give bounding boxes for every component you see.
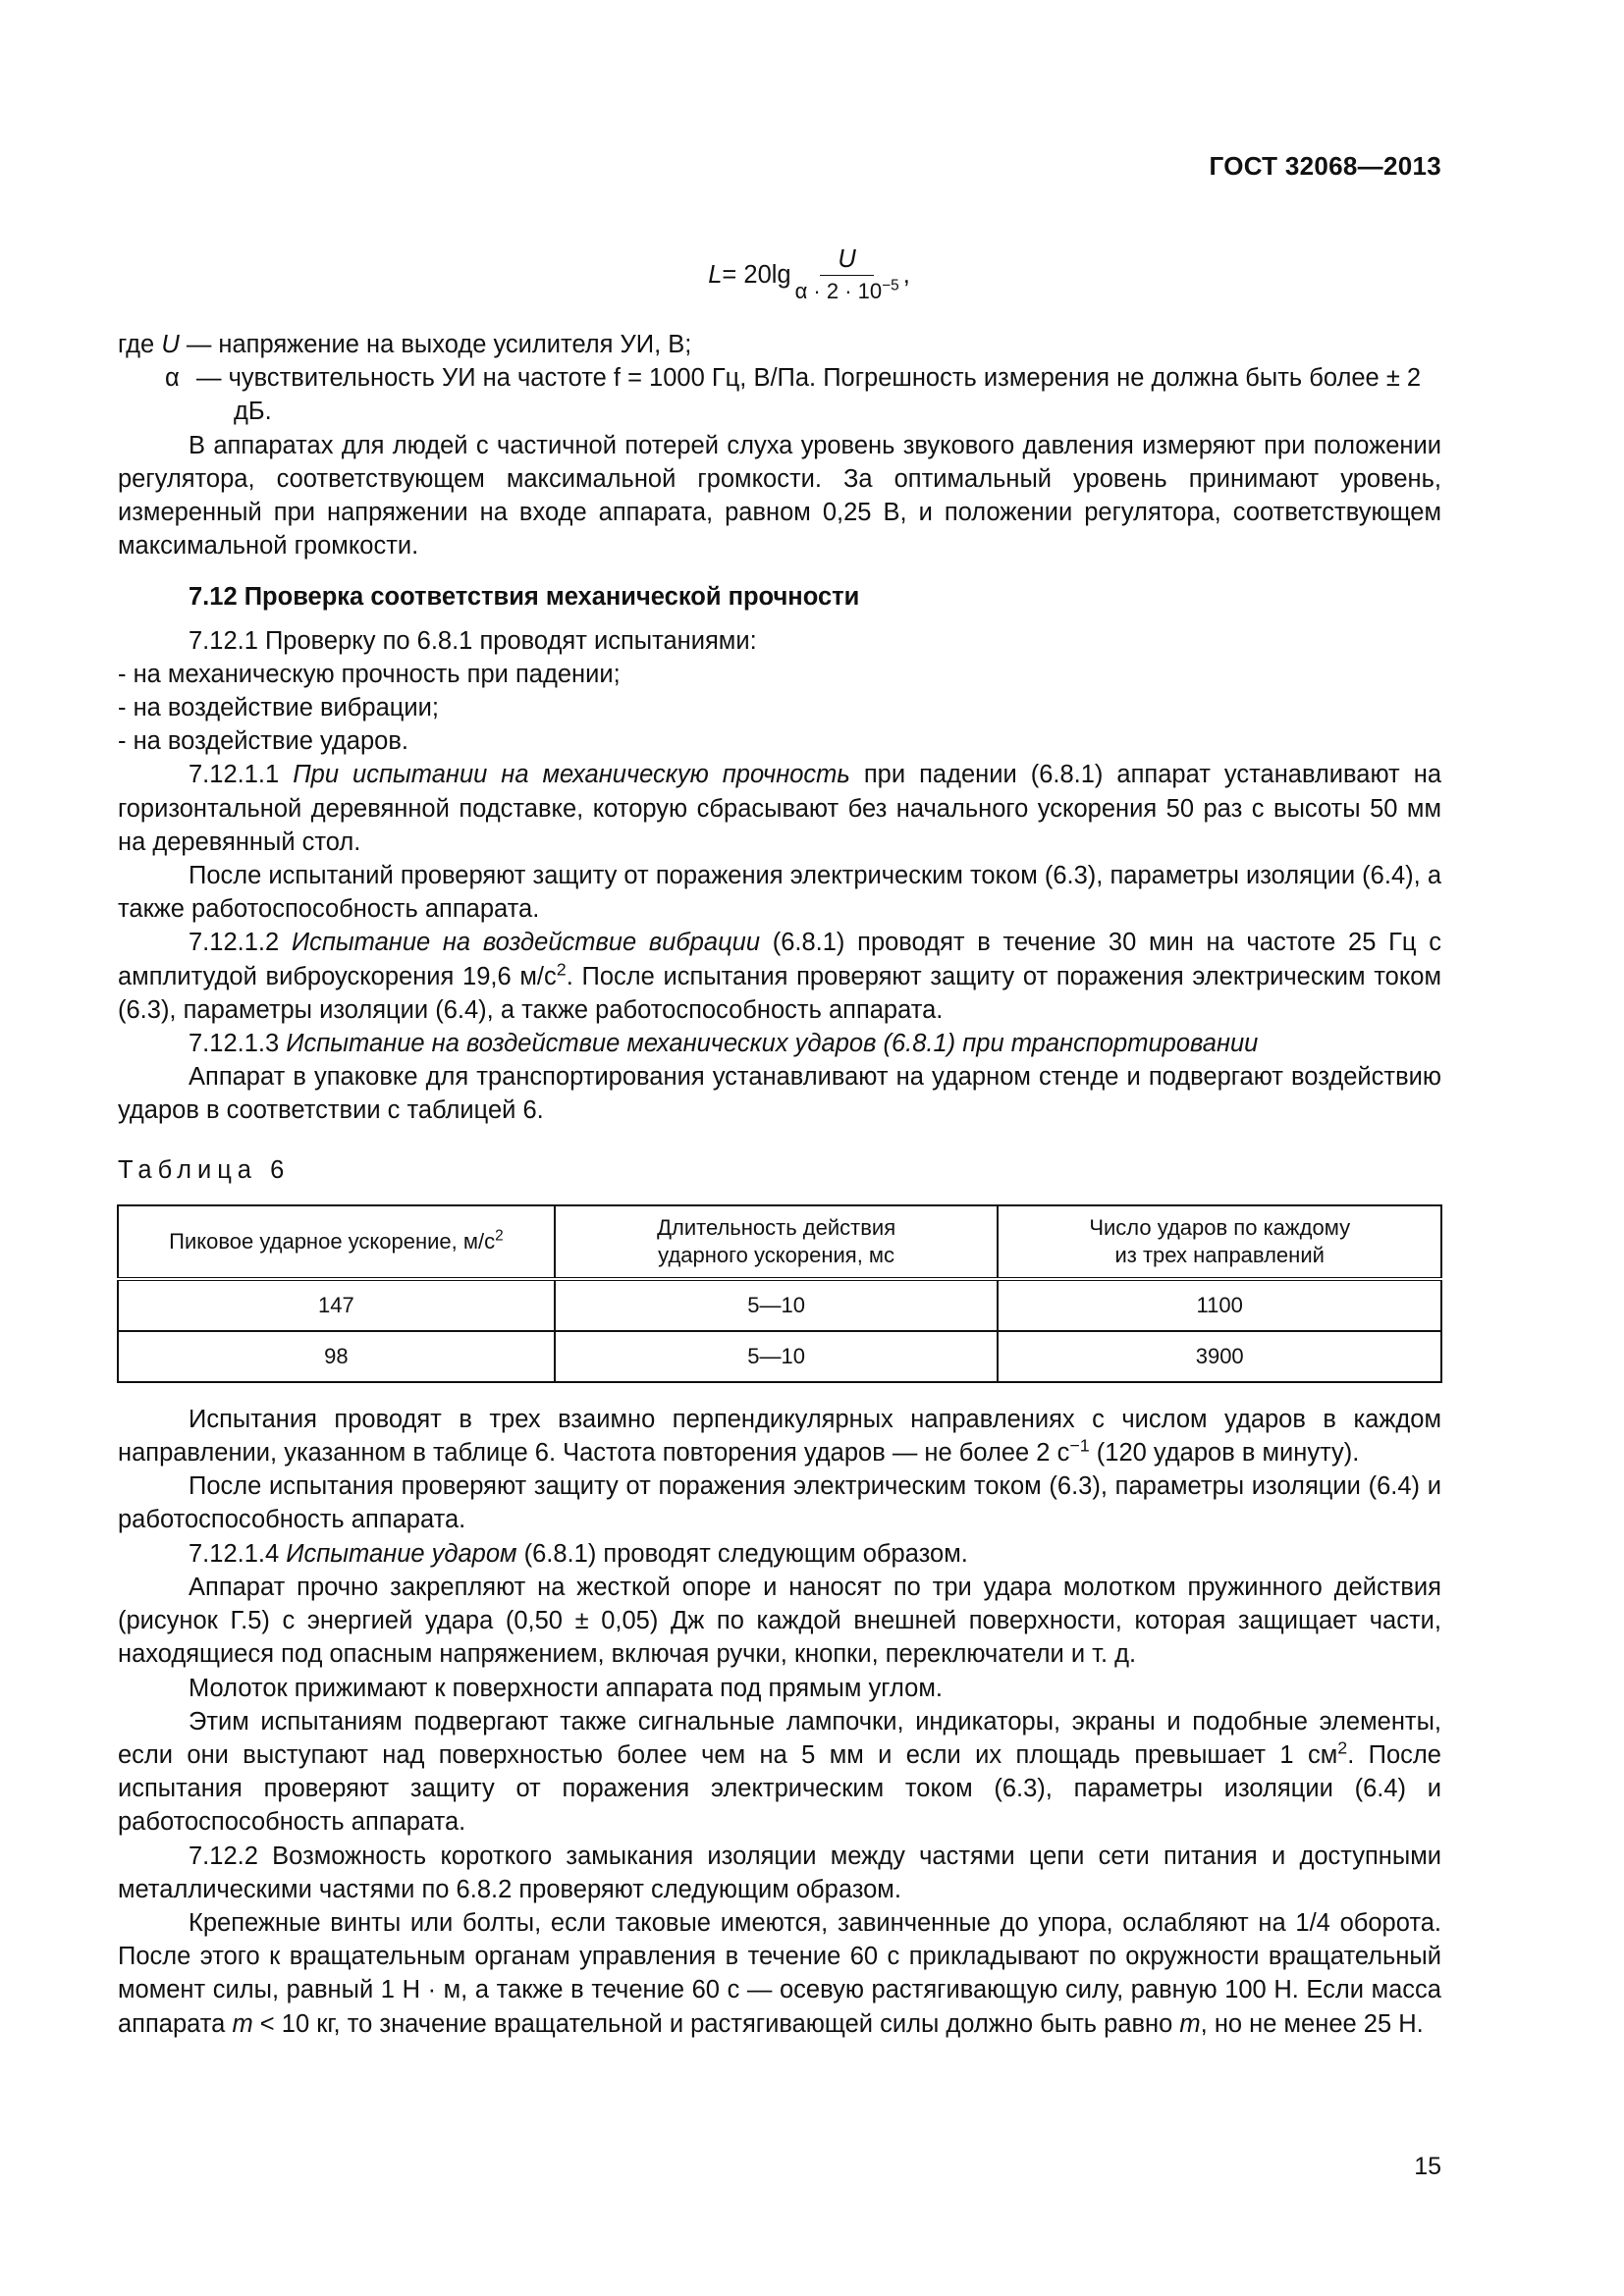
paragraph-directions: Испытания проводят в трех взаимно перпендикулярных направлениях с числом ударов в каждом направлении, указанном в таблице 6. Частота повторения ударов — не более 2 $с^{-1}$ (120 ударов в минуту). (118, 1405, 1441, 1468)
paragraph-hammer: Аппарат прочно закрепляют на жесткой опоре и наносят по три удара молотком пружинного действия (рисунок Г.5) с энергией удара (0,50 ± 0,05) Дж по каждой внешней поверхности, которая защищает части, находящиеся под опасным напряжением, включая ручки, кнопки, переключатели и т. д. (118, 1573, 1441, 1669)
document-body (118, 226, 1441, 2041)
formula (177, 226, 1441, 324)
formula-denominator-exp: −5 (882, 277, 899, 294)
formula-denominator (795, 276, 899, 307)
clause-italic-title: При испытании на механическую прочность (293, 761, 850, 789)
formula-numerator: U (820, 243, 873, 276)
paragraph-angle: Молоток прижимают к поверхности аппарата под прямым углом. (189, 1674, 943, 1702)
clause-7-12-1-4 (118, 1537, 1441, 1571)
superscript: 2 (556, 959, 567, 980)
list-item: - на механическую прочность при падении; (118, 660, 621, 688)
definition-text: — чувствительность УИ на частоте f = 1000 Гц, В/Па. Погрешность измерения не должна быть более ± 2 дБ. (196, 364, 1422, 426)
clause-7-12-1-3 (118, 1027, 1441, 1060)
table-header-cell: Длительность действия ударного ускорения, мс (555, 1205, 999, 1279)
definition-u (118, 328, 1441, 361)
clause-7-12-1-2 (118, 926, 1441, 1027)
formula-lhs: L (708, 260, 723, 289)
definition-text: — напряжение на выходе усилителя УИ, В; (179, 331, 692, 358)
table-cell: 5—10 (555, 1331, 999, 1382)
clause-7-12-2: 7.12.2 Возможность короткого замыкания изоляции между частями цепи сети питания и доступными металлическими частями по 6.8.2 проверяют следующим образом. (118, 1842, 1441, 1903)
clause-7-12-1: 7.12.1 Проверку по 6.8.1 проводят испытаниями: (189, 626, 757, 655)
clause-text: (6.8.1) проводят в течение 30 мин на частоте 25 Гц с амплитудой виброускорения 19,6 м/с (118, 929, 1441, 990)
clause-italic-title: Испытание на воздействие механических ударов (6.8.1) при транспортировании (286, 1030, 1259, 1058)
formula-eq: = 20lg (722, 260, 791, 289)
paragraph-after-drop: После испытаний проверяют защиту от поражения электрическим током (6.3), параметры изоляции (6.4), а также работоспособность аппарата. (118, 862, 1441, 924)
table-cell: 3900 (998, 1331, 1441, 1382)
section-heading: 7.12 Проверка соответствия механической прочности (189, 583, 860, 612)
definition-symbol: U (161, 331, 180, 358)
clause-number: 7.12.1.1 (189, 761, 294, 789)
table-row (118, 1279, 1441, 1331)
clause-text: при падении (6.8.1) аппарат устанавливают на горизонтальной деревянной подставке, которую сбрасывают без начального ускорения 50 раз с высоты 50 мм на деревянный стол. (118, 761, 1441, 856)
table-header-row (118, 1205, 1441, 1279)
formula-definitions (118, 328, 1441, 429)
paragraph-lamps: Этим испытаниям подвергают также сигнальные лампочки, индикаторы, экраны и подобные элементы, если они выступают над поверхностью более чем на 5 мм и если их площадь превышает 1 $см^2$. После испытания проверяют защиту от поражения электрическим током (6.3), параметры изоляции (6.4) и работоспособность аппарата. (118, 1707, 1441, 1837)
table-cell: 147 (118, 1279, 555, 1331)
table-header-cell: Число ударов по каждому из трех направлений (998, 1205, 1441, 1279)
table-label: Таблица 6 (118, 1155, 291, 1184)
clause-number: 7.12.1.3 (189, 1030, 287, 1058)
clause-italic-title: Испытание ударом (286, 1539, 517, 1568)
clause-italic-title: Испытание на воздействие вибрации (291, 929, 761, 957)
definition-symbol: α (165, 364, 180, 393)
table-row (118, 1331, 1441, 1382)
definition-alpha (118, 361, 1441, 428)
clause-text: . После испытания проверяют защиту от поражения электрическим током (6.3), параметры изоляции (6.4), а также работоспособность аппарата. (118, 962, 1441, 1024)
table-6 (117, 1204, 1442, 1383)
formula-fraction (795, 243, 899, 307)
list-item: - на воздействие ударов. (118, 727, 408, 756)
list-item: - на воздействие вибрации; (118, 694, 439, 722)
clause-7-12-1-1 (118, 758, 1441, 859)
table-cell: 98 (118, 1331, 555, 1382)
clause-number: 7.12.1.4 (189, 1539, 287, 1568)
paragraph-screws: Крепежные винты или болты, если таковые имеются, завинченные до упора, ослабляют на 1/4 оборота. После этого к вращательным органам управления в течение 60 с прикладывают по окружности вращательный момент силы, равный 1 Н · м, а также в течение 60 с — осевую растягивающую силу, равную 100 Н. Если масса аппарата m < 10 кг, то значение вращательной и растягивающей силы должно быть равно m, но не менее 25 Н. (118, 1908, 1441, 2038)
document-standard-id: ГОСТ 32068—2013 (1209, 151, 1441, 181)
table-header-cell: Пиковое ударное ускорение, $м/с^2$ (118, 1205, 555, 1279)
formula-tail: , (902, 260, 910, 289)
page-number: 15 (1414, 2153, 1441, 2180)
superscript: 2 (1337, 1737, 1348, 1758)
clause-text: (6.8.1) проводят следующим образом. (516, 1539, 968, 1568)
table-cell: 5—10 (555, 1279, 999, 1331)
clause-number: 7.12.1.2 (189, 929, 292, 957)
superscript: −1 (1069, 1435, 1090, 1456)
formula-denominator-base: α · 2 · 10 (794, 278, 883, 303)
paragraph-package: Аппарат в упаковке для транспортирования устанавливают на ударном стенде и подвергают воздействию ударов в соответствии с таблицей 6. (118, 1063, 1441, 1125)
paragraph-hearing: В аппаратах для людей с частичной потерей слуха уровень звукового давления измеряют при положении регулятора, соответствующем максимальной громкости. За оптимальный уровень принимают уровень, измеренный при напряжении на входе аппарата, равном 0,25 В, и положении регулятора, соответствующем максимальной громкости. (118, 431, 1441, 561)
paragraph-after-shock: После испытания проверяют защиту от поражения электрическим током (6.3), параметры изоляции (6.4) и работоспособность аппарата. (118, 1472, 1441, 1534)
definition-lead: где (118, 331, 162, 358)
table-cell: 1100 (998, 1279, 1441, 1331)
